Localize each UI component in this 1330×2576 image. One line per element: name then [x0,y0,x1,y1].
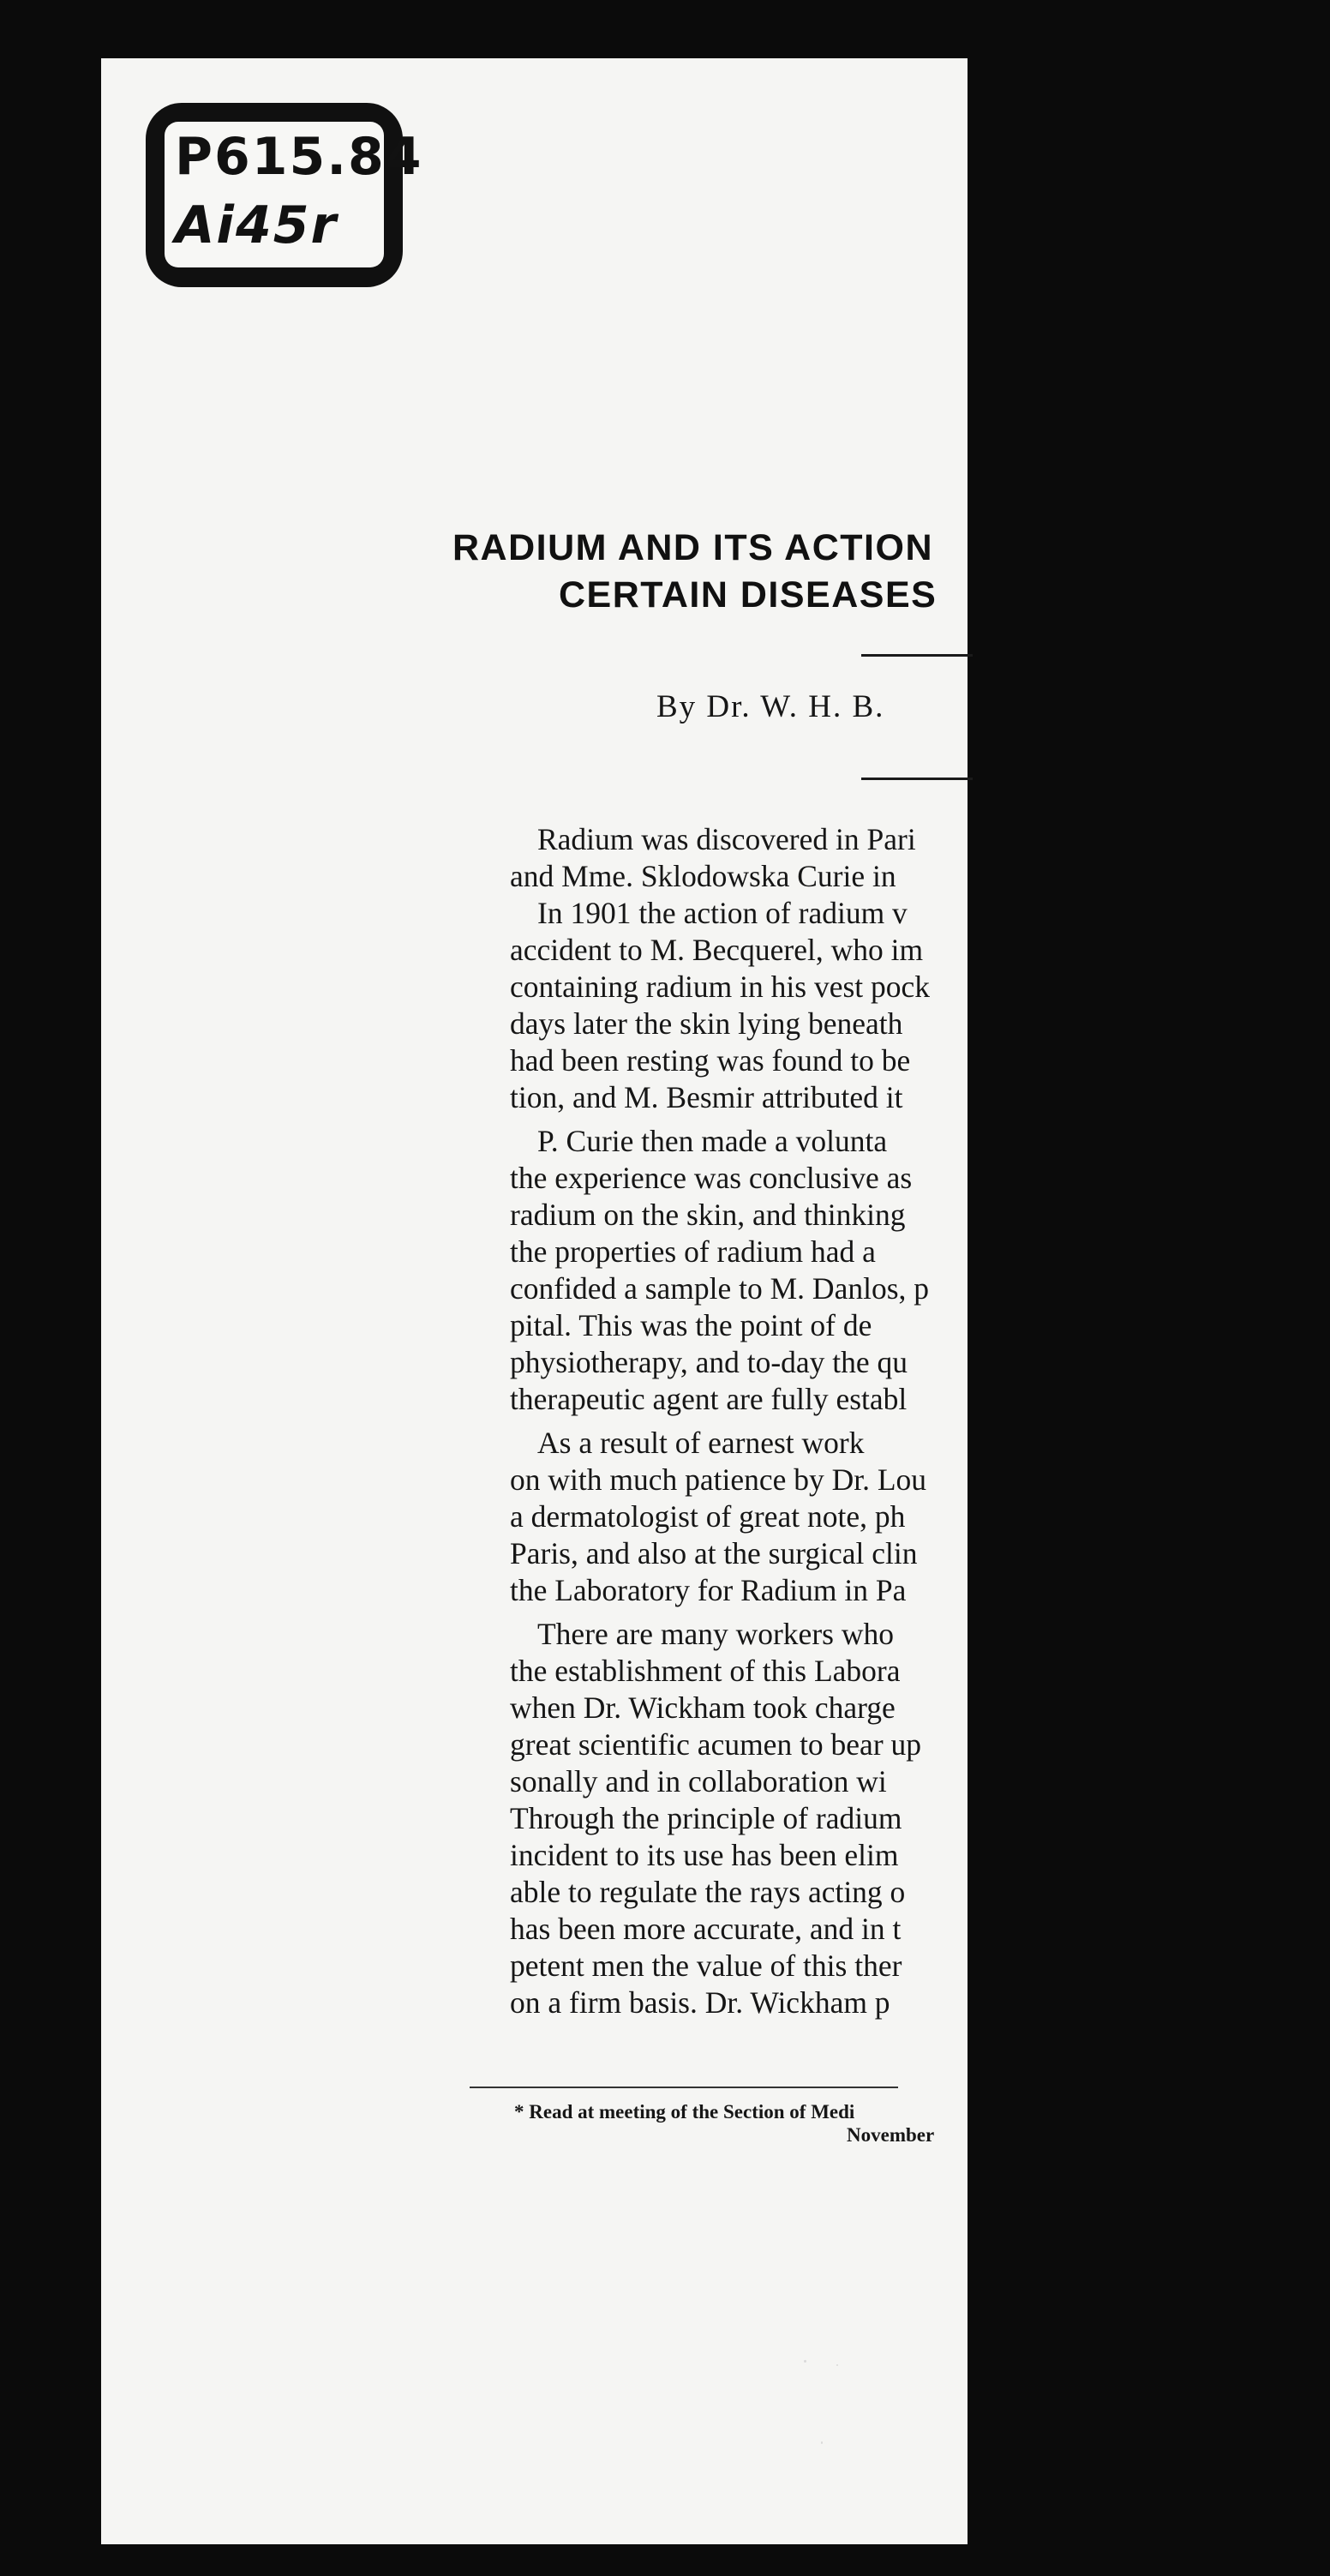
footnote-line: * Read at meeting of the Section of Medi [514,2101,855,2123]
text-line: radium on the skin, and thinking [510,1198,906,1232]
text-line: the Laboratory for Radium in Pa [510,1573,907,1607]
catalog-stamp-label [165,122,423,267]
paragraph [510,1425,1281,1609]
text-line: In 1901 the action of radium v [537,896,908,930]
text-line: able to regulate the rays acting o [510,1875,906,1909]
text-line: the establishment of this Labora [510,1654,901,1688]
text-line: sonally and in collaboration wi [510,1764,887,1798]
footnote [514,2100,934,2147]
text-line: As a result of earnest work [537,1426,865,1460]
text-line: containing radium in his vest pock [510,970,931,1004]
stamp-author-code: Ai45r [175,195,338,255]
text-line: confided a sample to M. Danlos, p [510,1271,930,1306]
scan-speck [821,2441,823,2444]
article-byline: By Dr. W. H. B. [656,689,885,724]
paragraph [510,895,1281,1116]
footnote-line: November [847,2124,935,2146]
text-line: petent men the value of this ther [510,1949,902,1983]
text-line: Paris, and also at the surgical clin [510,1536,918,1570]
text-line: accident to M. Becquerel, who im [510,933,924,967]
scan-speck [804,2360,806,2363]
footnote-rule [470,2087,898,2088]
text-line: P. Curie then made a volunta [537,1124,888,1158]
paragraph [510,1123,1281,1418]
article-title-line-1: RADIUM AND ITS ACTION [452,527,934,568]
stamp-call-number: P615.84 [175,127,423,187]
text-line: Through the principle of radium [510,1801,902,1835]
catalog-stamp [146,103,423,287]
text-line: and Mme. Sklodowska Curie in [510,859,896,893]
text-line: when Dr. Wickham took charge [510,1690,896,1725]
article-title-line-2: CERTAIN DISEASES [559,574,938,615]
text-line: There are many workers who [537,1617,894,1651]
text-line: the experience was conclusive as [510,1161,913,1195]
text-line: tion, and M. Besmir attributed it [510,1080,903,1114]
text-line: therapeutic agent are fully establ [510,1382,908,1416]
text-line: the properties of radium had a [510,1234,876,1269]
text-line: on a firm basis. Dr. Wickham p [510,1985,890,2020]
title-rule [861,654,973,657]
text-line: pital. This was the point of de [510,1308,872,1342]
text-line: great scientific acumen to bear up [510,1727,922,1762]
text-line: a dermatologist of great note, ph [510,1499,906,1534]
scan-speck [836,2364,838,2366]
text-line: physiotherapy, and to-day the qu [510,1345,908,1379]
byline-rule [861,778,973,780]
text-line: incident to its use has been elim [510,1838,899,1872]
text-line: has been more accurate, and in t [510,1912,902,1946]
text-line: on with much patience by Dr. Lou [510,1462,927,1497]
text-line: Radium was discovered in Pari [537,822,916,856]
text-line: had been resting was found to be [510,1043,911,1078]
article-body [510,821,1281,2021]
paragraph [510,1616,1281,2021]
text-line: days later the skin lying beneath [510,1006,903,1041]
paragraph [510,821,1281,895]
